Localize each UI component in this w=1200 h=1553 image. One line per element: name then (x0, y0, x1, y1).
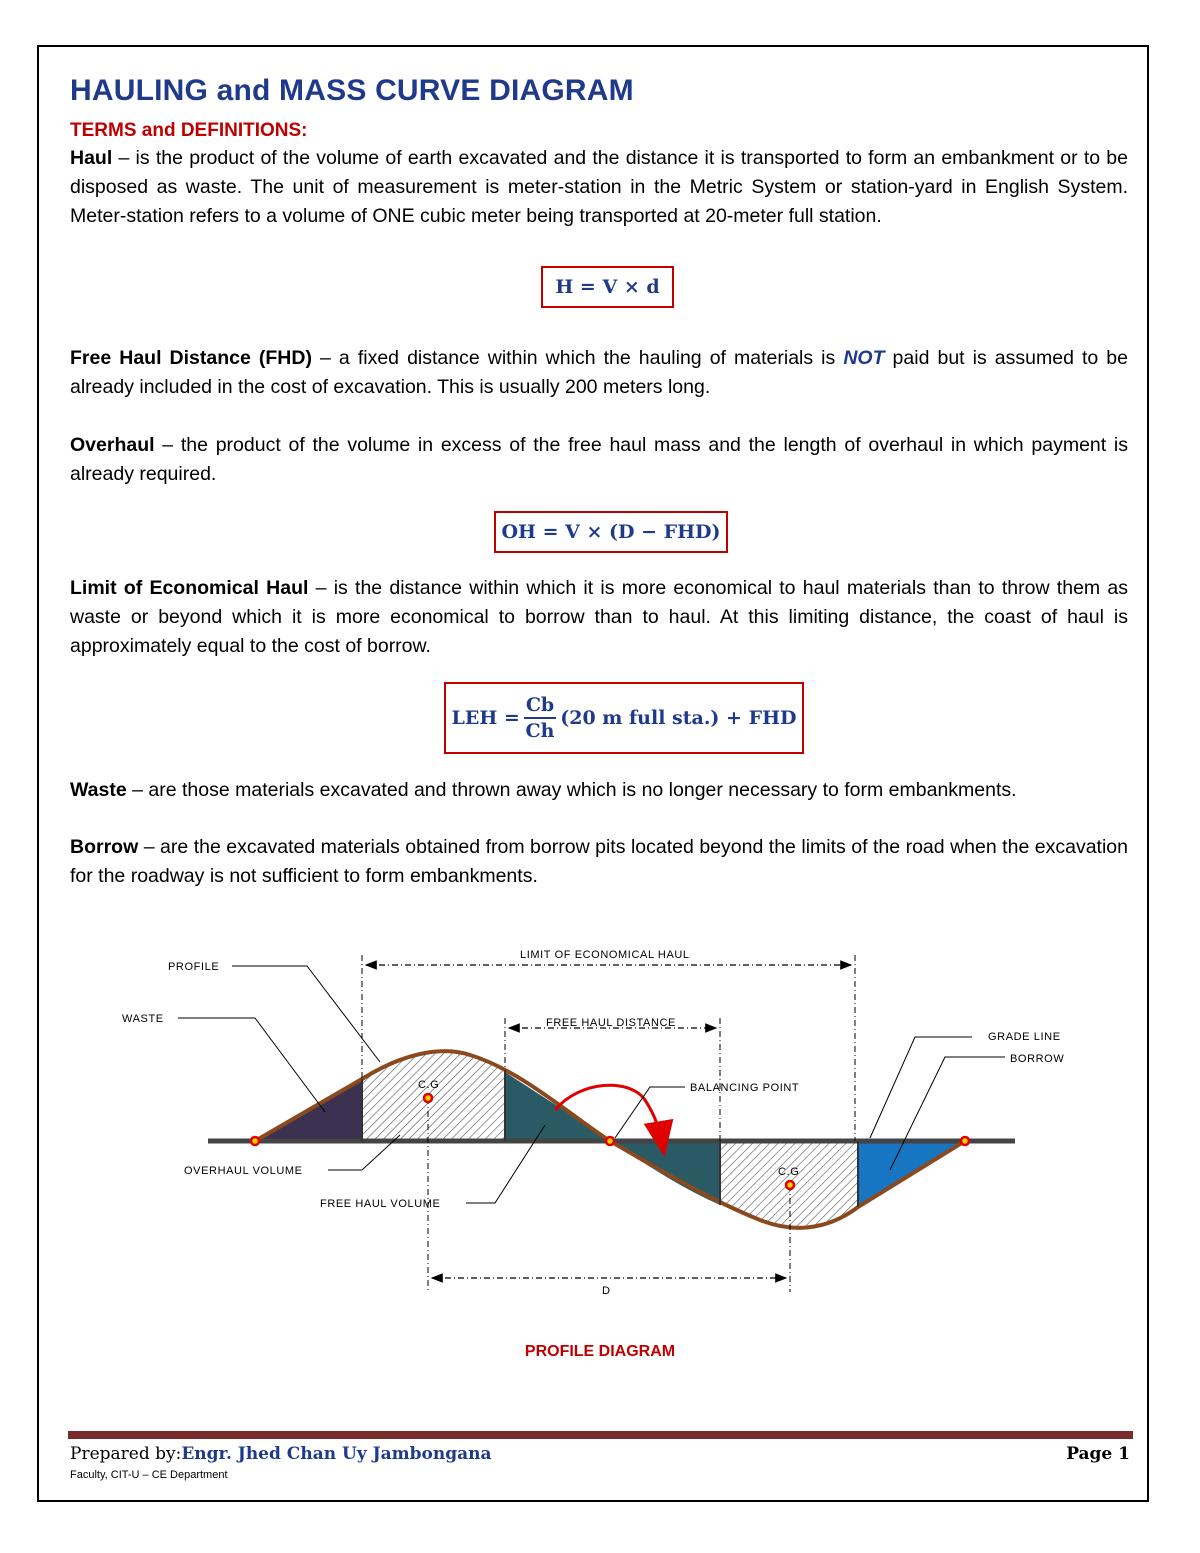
overhaul-definition (70, 431, 1128, 489)
leh-formula (444, 682, 804, 754)
prepared-by (70, 1444, 492, 1464)
label-free-haul-volume: FREE HAUL VOLUME (320, 1198, 441, 1210)
waste-leader (178, 1018, 325, 1112)
end-point (961, 1137, 969, 1145)
page-title: HAULING and MASS CURVE DIAGRAM (70, 74, 634, 107)
profile-leader (232, 966, 380, 1062)
author-name: Engr. Jhed Chan Uy Jambongana (181, 1444, 492, 1464)
label-borrow: BORROW (1010, 1053, 1065, 1065)
label-profile: PROFILE (168, 961, 220, 973)
overhaul-text: – the product of the volume in excess of the free haul mass and the length of overhaul in which payment is already required. (70, 434, 1128, 485)
borrow-definition (70, 833, 1128, 891)
label-overhaul-volume: OVERHAUL VOLUME (184, 1165, 303, 1177)
label-d: D (602, 1285, 611, 1297)
start-point (251, 1137, 259, 1145)
haul-formula: H = V × d (541, 266, 674, 308)
haul-term: Haul (70, 147, 113, 169)
fhd-text-a: – a fixed distance within which the hauling of materials is (311, 347, 844, 369)
leh-text: – is the distance within which it is more economical to haul materials than to throw them as waste or beyond which it is more economical to borrow than to haul. At this limiting distance, the coast of haul is approximately equal to the cost of borrow. (70, 577, 1128, 657)
diagram-caption: PROFILE DIAGRAM (524, 1343, 676, 1360)
overhaul-term: Overhaul (70, 434, 155, 456)
borrow-term: Borrow (70, 836, 139, 858)
page-number: Page 1 (1066, 1444, 1130, 1464)
overhaul-volume-region (362, 1051, 505, 1141)
prepared-by-label: Prepared by: (70, 1444, 182, 1464)
fhd-term: Free Haul Distance (FHD) (70, 347, 312, 369)
balancing-point (606, 1137, 614, 1145)
fhd-text-b: paid but is assumed to be already included in the cost of excavation. This is usually 200 meters long. (70, 347, 1128, 398)
borrow-text: – are the excavated materials obtained from borrow pits located beyond the limits of the road when the excavation for the roadway is not sufficient to form embankments. (70, 836, 1128, 887)
faculty-line: Faculty, CIT-U – CE Department (70, 1469, 228, 1481)
balancing-leader (615, 1087, 685, 1138)
label-cg-1: C.G (418, 1079, 440, 1091)
overhaul-formula: OH = V × (D − FHD) (494, 511, 728, 553)
footer-bar (68, 1431, 1133, 1439)
leh-fraction-denominator: Ch (525, 719, 555, 742)
section-subtitle: TERMS and DEFINITIONS: (70, 120, 308, 141)
leh-fraction-numerator: Cb (524, 696, 556, 719)
leh-fraction (524, 693, 556, 742)
waste-text: – are those materials excavated and thrown away which is no longer necessary to form embankments. (126, 779, 1017, 801)
cg-point-1 (424, 1094, 432, 1102)
label-grade-line: GRADE LINE (988, 1031, 1061, 1043)
haul-text: – is the product of the volume of earth excavated and the distance it is transported to form an embankment or to be disposed as waste. The unit of measurement is meter-station in the Metric System or station-yard in English System. Meter-station refers to a volume of ONE cubic meter being transported at 20-meter full station. (70, 147, 1128, 227)
leh-formula-lhs: LEH = (451, 707, 520, 729)
label-cg-2: C.G (778, 1166, 800, 1178)
fhd-definition (70, 344, 1128, 402)
waste-term: Waste (70, 779, 127, 801)
waste-definition (70, 776, 1128, 805)
grade-line-leader (870, 1037, 972, 1138)
label-fhd: FREE HAUL DISTANCE (546, 1017, 676, 1029)
leh-term: Limit of Economical Haul (70, 577, 309, 599)
leh-formula-rhs: (20 m full sta.) + FHD (560, 707, 797, 729)
haul-definition (70, 144, 1128, 231)
label-balancing-point: BALANCING POINT (690, 1082, 800, 1094)
fhd-emphasis: NOT (843, 347, 885, 369)
label-leh: LIMIT OF ECONOMICAL HAUL (520, 949, 690, 961)
label-waste: WASTE (122, 1013, 164, 1025)
cg-point-2 (786, 1181, 794, 1189)
profile-diagram (100, 930, 1100, 1330)
leh-definition (70, 574, 1128, 661)
